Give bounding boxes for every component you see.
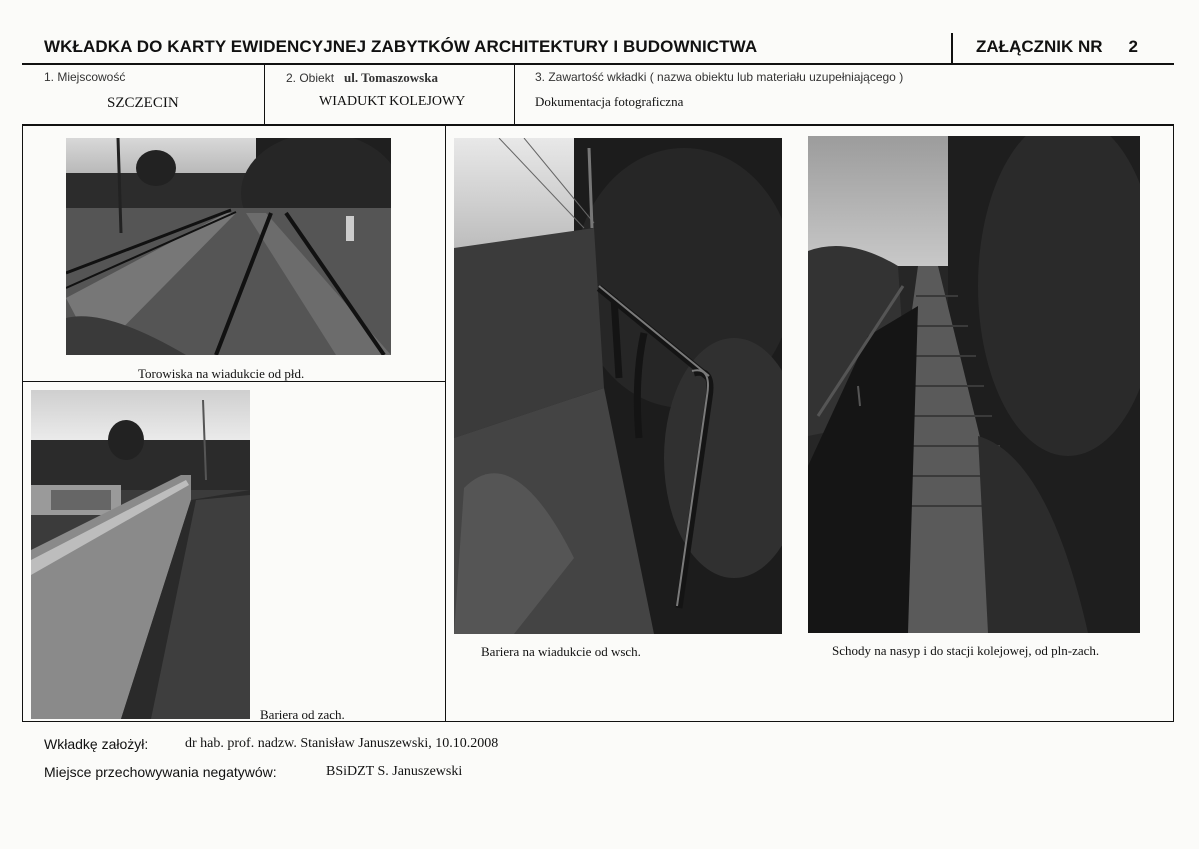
- frame-middle: [445, 125, 446, 722]
- photo-stairs: [808, 136, 1140, 633]
- header-rule: [22, 63, 1174, 65]
- attachment-number: 2: [1128, 37, 1139, 56]
- photo-barrier-west: [31, 390, 250, 719]
- fields-rule: [22, 124, 1174, 126]
- attachment-label-group: [976, 37, 1138, 57]
- field-divider-2: [514, 64, 515, 125]
- photo-tracks-image: [66, 138, 391, 355]
- frame-left: [22, 125, 23, 722]
- locality-label: 1. Miejscowość: [44, 70, 126, 84]
- photo-barrier-east: [454, 138, 782, 634]
- photo-stairs-caption: Schody na nasyp i do stacji kolejowej, od pln-zach.: [832, 643, 1100, 658]
- photo-tracks: [66, 138, 391, 355]
- attachment-label: ZAŁĄCZNIK NR: [976, 37, 1103, 56]
- locality-value: SZCZECIN: [107, 95, 179, 111]
- photo-barrier-west-image: [31, 390, 250, 719]
- photo-stairs-image: [808, 136, 1140, 633]
- field-divider-1: [264, 64, 265, 125]
- frame-bottom: [22, 721, 1174, 722]
- photo-barrier-east-caption: Bariera na wiadukcie od wsch.: [481, 644, 641, 659]
- content-value: Dokumentacja fotograficzna: [535, 94, 684, 109]
- photo-tracks-caption: Torowiska na wiadukcie od płd.: [138, 366, 305, 381]
- photo-barrier-east-image: [454, 138, 782, 634]
- object-label: 2. Obiekt: [286, 71, 335, 85]
- document-title: WKŁADKA DO KARTY EWIDENCYJNEJ ZABYTKÓW ARCHITEKTURY I BUDOWNICTWA: [44, 37, 758, 56]
- content-label: 3. Zawartość wkładki ( nazwa obiektu lub materiału uzupełniającego ): [535, 70, 904, 84]
- object-street: ul. Tomaszowska: [344, 70, 438, 85]
- header-divider: [951, 33, 953, 63]
- object-value: WIADUKT KOLEJOWY: [319, 94, 466, 109]
- author-value: dr hab. prof. nadzw. Stanisław Januszewski, 10.10.2008: [185, 736, 499, 751]
- object-label-group: [286, 70, 438, 86]
- storage-label: Miejsce przechowywania negatywów:: [44, 764, 277, 780]
- photo-barrier-west-caption: Bariera od zach.: [260, 707, 345, 722]
- frame-right: [1173, 125, 1174, 722]
- author-label: Wkładkę założył:: [44, 736, 149, 752]
- storage-value: BSiDZT S. Januszewski: [326, 764, 463, 779]
